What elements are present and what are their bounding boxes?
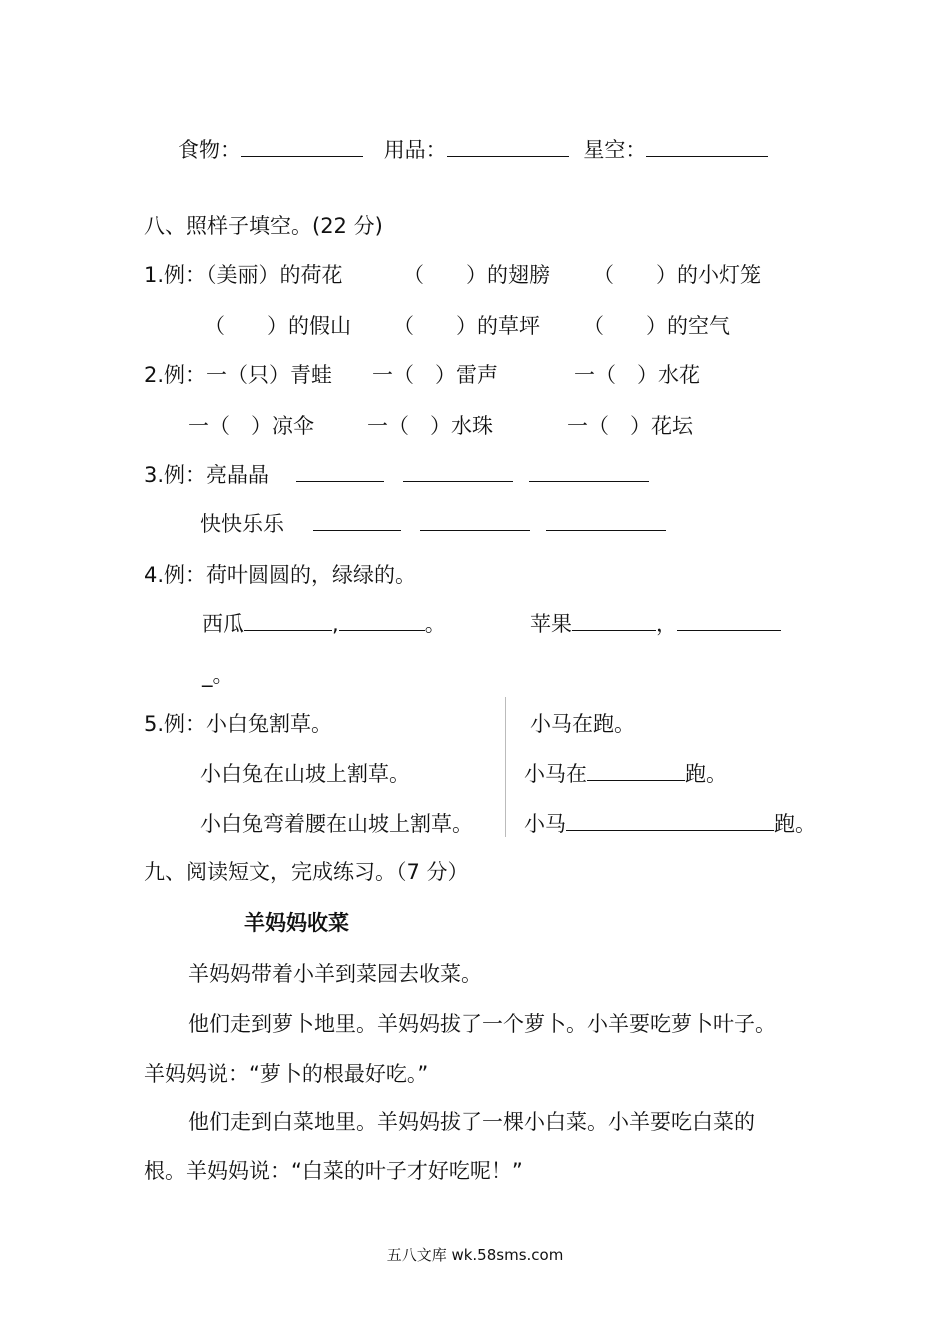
q4-blank[interactable] xyxy=(339,610,425,631)
story-paragraph: 他们走到白菜地里。羊妈妈拔了一棵小白菜。小羊要吃白菜的 xyxy=(188,1110,755,1134)
sky-blank[interactable] xyxy=(646,136,768,157)
q2-item[interactable]: 一（ ）花坛 xyxy=(567,414,693,438)
q5-right2-pre: 小马在 xyxy=(524,762,587,786)
q4-example: 4.例：荷叶圆圆的，绿绿的。 xyxy=(144,563,417,587)
story-title: 羊妈妈收菜 xyxy=(244,911,349,935)
q2-item[interactable]: 一（ ）凉伞 xyxy=(188,414,314,438)
q3-blank[interactable] xyxy=(403,461,513,482)
supplies-blank[interactable] xyxy=(447,136,569,157)
category-row xyxy=(178,136,768,164)
section8-heading: 八、照样子填空。(22 分) xyxy=(144,214,383,238)
story-paragraph: 羊妈妈带着小羊到菜园去收菜。 xyxy=(188,962,482,986)
q5-right2 xyxy=(524,760,727,788)
q2-item[interactable]: 一（ ）水珠 xyxy=(367,414,493,438)
food-label: 食物： xyxy=(178,138,241,162)
q2-example: 2.例：一（只）青蛙 xyxy=(144,363,333,387)
q5-blank[interactable] xyxy=(566,810,774,831)
q4-blank[interactable] xyxy=(677,610,781,631)
story-paragraph: 他们走到萝卜地里。羊妈妈拔了一个萝卜。小羊要吃萝卜叶子。 xyxy=(188,1012,776,1036)
q1-item[interactable]: （ ）的假山 xyxy=(204,314,351,338)
q4-apple: 苹果 xyxy=(530,612,572,636)
q3-blank[interactable] xyxy=(529,461,649,482)
q5-right3-post: 跑。 xyxy=(774,812,816,836)
q1-item[interactable]: （ ）的翅膀 xyxy=(403,263,550,287)
q3-blank[interactable] xyxy=(313,510,401,531)
supplies-label: 用品： xyxy=(383,138,447,162)
q5-right3-pre: 小马 xyxy=(524,812,566,836)
q1-item[interactable]: （ ）的草坪 xyxy=(393,314,540,338)
q4-comma: ， xyxy=(656,612,677,636)
q3-blank[interactable] xyxy=(296,461,384,482)
q4-watermelon: 西瓜 xyxy=(202,612,244,636)
q5-line2: 小白兔在山坡上割草。 xyxy=(200,762,410,786)
q5-right3 xyxy=(524,810,816,838)
food-blank[interactable] xyxy=(241,136,363,157)
q4-comma: , xyxy=(332,612,339,636)
q2-item[interactable]: 一（ ）水花 xyxy=(574,363,700,387)
section9-heading: 九、阅读短文，完成练习。（7 分） xyxy=(144,860,469,884)
q4-end: _。 xyxy=(202,663,234,687)
q1-item[interactable]: （ ）的空气 xyxy=(583,314,730,338)
q3-example: 3.例：亮晶晶 xyxy=(144,463,270,487)
q5-line3: 小白兔弯着腰在山坡上割草。 xyxy=(200,812,473,836)
q5-right1: 小马在跑。 xyxy=(530,712,635,736)
column-divider xyxy=(505,697,506,837)
q1-example: 1.例：（美丽）的荷花 xyxy=(144,263,343,287)
q4-period: 。 xyxy=(424,612,446,636)
sky-label: 星空： xyxy=(583,138,647,162)
q3-blank[interactable] xyxy=(420,510,530,531)
q3-blanks-row2 xyxy=(313,510,666,538)
q2-item[interactable]: 一（ ）雷声 xyxy=(372,363,498,387)
story-paragraph: 羊妈妈说：“萝卜的根最好吃。” xyxy=(144,1062,429,1086)
q4-blank[interactable] xyxy=(572,610,656,631)
q3-word2: 快快乐乐 xyxy=(200,512,284,536)
q5-right2-post: 跑。 xyxy=(685,762,727,786)
q5-blank[interactable] xyxy=(587,760,685,781)
footer-watermark: 五八文库 wk.58sms.com xyxy=(386,1246,564,1264)
q1-item[interactable]: （ ）的小灯笼 xyxy=(593,263,761,287)
q4-blank[interactable] xyxy=(244,610,332,631)
q3-blank[interactable] xyxy=(546,510,666,531)
q5-label: 5.例：小白兔割草。 xyxy=(144,712,333,736)
q3-blanks-row1 xyxy=(296,461,649,489)
story-paragraph: 根。羊妈妈说：“白菜的叶子才好吃呢！” xyxy=(144,1159,523,1183)
q4-watermelon-line xyxy=(202,610,446,638)
q4-apple-line xyxy=(530,610,781,638)
